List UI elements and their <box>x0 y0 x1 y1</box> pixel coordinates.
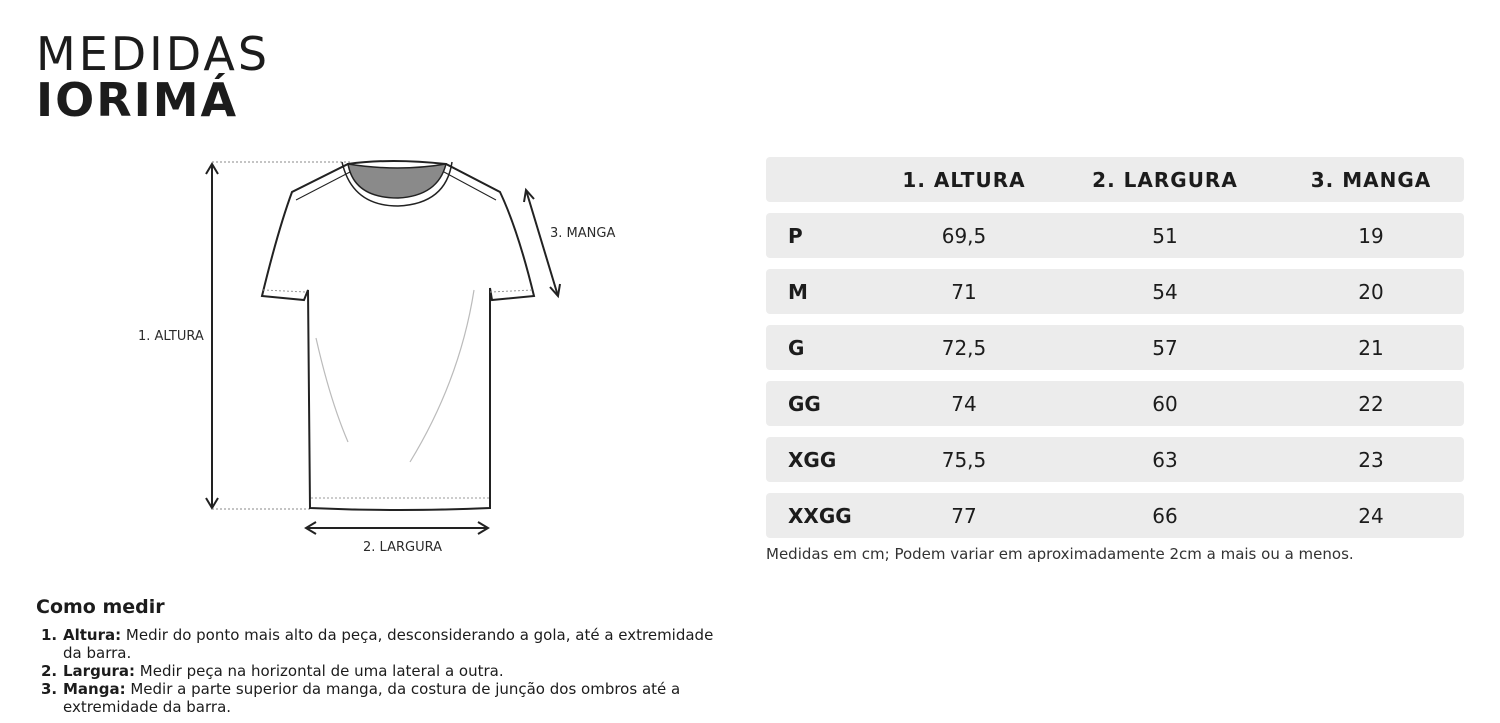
altura-value: 75,5 <box>941 447 987 472</box>
table-row <box>766 325 1464 370</box>
largura-value: 63 <box>1152 447 1178 472</box>
size-label: M <box>788 279 808 304</box>
list-text <box>63 662 504 680</box>
size-table <box>766 157 1464 549</box>
diagram-label-largura: 2. LARGURA <box>363 540 442 555</box>
altura-value: 77 <box>951 503 977 528</box>
list-number: 2. <box>41 662 58 680</box>
table-row <box>766 213 1464 258</box>
altura-value: 69,5 <box>941 223 987 248</box>
header-largura: 2. LARGURA <box>1092 167 1238 192</box>
size-label: P <box>788 223 803 248</box>
altura-value: 71 <box>951 279 977 304</box>
header-altura: 1. ALTURA <box>902 167 1026 192</box>
largura-value: 66 <box>1152 503 1178 528</box>
list-number: 1. <box>41 626 58 644</box>
table-row <box>766 269 1464 314</box>
list-term: Largura: <box>63 662 136 680</box>
list-number: 3. <box>41 680 58 698</box>
table-row <box>766 437 1464 482</box>
diagram-label-altura: 1. ALTURA <box>138 329 204 344</box>
size-table-header <box>766 157 1464 202</box>
size-label: G <box>788 335 805 360</box>
altura-value: 74 <box>951 391 977 416</box>
page-title-line1: MEDIDAS <box>36 27 271 81</box>
list-term: Altura: <box>63 626 122 644</box>
tshirt-measurement-diagram <box>120 150 640 570</box>
how-to-measure-list <box>36 626 726 716</box>
list-term: Manga: <box>63 680 126 698</box>
list-description: Medir a parte superior da manga, da costura de junção dos ombros até a extremidade da barra. <box>63 680 681 716</box>
manga-value: 24 <box>1358 503 1384 528</box>
manga-value: 19 <box>1358 223 1384 248</box>
list-text <box>63 680 726 716</box>
list-item <box>36 626 726 662</box>
size-label: XXGG <box>788 503 852 528</box>
largura-value: 54 <box>1152 279 1178 304</box>
altura-value: 72,5 <box>941 335 987 360</box>
size-label: XGG <box>788 447 837 472</box>
list-description: Medir do ponto mais alto da peça, desconsiderando a gola, até a extremidade da barra. <box>63 626 714 662</box>
table-row <box>766 381 1464 426</box>
page-title-product: IORIMÁ <box>36 73 239 127</box>
list-item <box>36 680 726 716</box>
largura-value: 57 <box>1152 335 1178 360</box>
diagram-label-manga: 3. MANGA <box>550 226 616 241</box>
list-description: Medir peça na horizontal de uma lateral a outra. <box>135 662 504 680</box>
table-note: Medidas em cm; Podem variar em aproximadamente 2cm a mais ou a menos. <box>766 545 1354 563</box>
largura-value: 60 <box>1152 391 1178 416</box>
manga-value: 23 <box>1358 447 1384 472</box>
how-to-measure-title: Como medir <box>36 596 165 618</box>
manga-value: 20 <box>1358 279 1384 304</box>
manga-value: 22 <box>1358 391 1384 416</box>
list-text <box>63 626 726 662</box>
manga-value: 21 <box>1358 335 1384 360</box>
header-manga: 3. MANGA <box>1310 167 1432 192</box>
list-item <box>36 662 726 680</box>
tshirt-icon <box>120 150 640 570</box>
largura-value: 51 <box>1152 223 1178 248</box>
size-label: GG <box>788 391 821 416</box>
table-row <box>766 493 1464 538</box>
